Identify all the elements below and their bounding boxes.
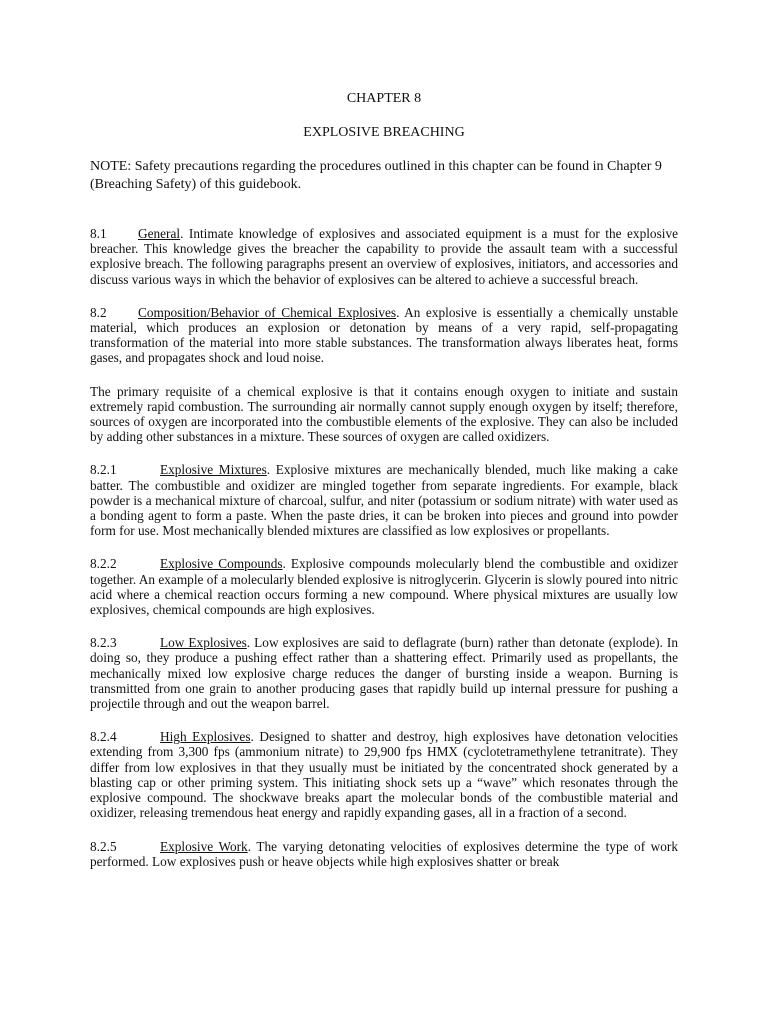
safety-note: NOTE: Safety precautions regarding the procedures outlined in this chapter can be found in Chapter 9 (Breaching Safety) of this guidebook. xyxy=(90,159,662,192)
section-8-1 xyxy=(90,226,678,287)
section-text: . Explosive mixtures are mechanically blended, much like making a cake batter. The combustible and oxidizer are mingled together from separate ingredients. For example, black powder is a mechanical mixture of charcoal, sulfur, and niter (potassium or sodium nitrate) with water used as a bonding agent to form a paste. When the paste dries, it can be broken into pieces and ground into powder form for use. Most mechanically blended mixtures are classified as low explosives or propellants. xyxy=(90,462,678,539)
section-text: The primary requisite of a chemical explosive is that it contains enough oxygen to initiate and sustain extremely rapid combustion. The surrounding air normally cannot supply enough oxygen by itself; therefore, sources of oxygen are incorporated into the combustible elements of the explosive. They can also be included by adding other substances in a mixture. These sources of oxygen are called oxidizers. xyxy=(90,383,678,445)
section-text: . Intimate knowledge of explosives and associated equipment is a must for the explosive breacher. This knowledge gives the breacher the capability to provide the assault team with a successful explosive breach. The following paragraphs present an overview of explosives, initiators, and accessories and discuss various ways in which the behavior of explosives can be altered to achieve a successful breach. xyxy=(90,226,678,287)
section-8-2-2 xyxy=(90,556,678,617)
chapter-title: EXPLOSIVE BREACHING xyxy=(303,125,465,140)
section-8-2-1 xyxy=(90,462,678,538)
section-text: . Explosive compounds molecularly blend the combustible and oxidizer together. An example of a molecularly blended explosive is nitroglycerin. Glycerin is slowly poured into nitric acid where a chemical reaction occurs forming a new compound. Where physical mixtures are usually low explosives, chemical compounds are high explosives. xyxy=(90,556,678,618)
chapter-number: CHAPTER 8 xyxy=(346,91,422,106)
section-number: 8.2.1 xyxy=(90,462,117,478)
section-8-2-3 xyxy=(90,635,678,711)
section-heading: Explosive Compounds xyxy=(160,556,283,572)
section-heading: General xyxy=(138,226,181,241)
section-heading: Explosive Work xyxy=(160,838,248,854)
section-text: . Designed to shatter and destroy, high explosives have detonation velocities extending from 3,300 fps (ammonium nitrate) to 29,900 fps HMX (cyclotetramethylene tetranitrate). They differ from low explosives in that they usually must be initiated by the concentrated shock generated by a blasting cap or other priming system. This initiating shock sets up a “wave” which resonates through the explosive compound. The shockwave breaks apart the molecular bonds of the combustible material and oxidizer, releasing tremendous heat energy and rapidly expanding gases, all in a fraction of a second. xyxy=(90,729,678,821)
section-8-2-5 xyxy=(90,839,678,869)
section-text: . An explosive is essentially a chemically unstable material, which produces an explosion or detonation by means of a very rapid, self-propagating transformation of the material into more stable substances. The transformation always liberates heat, forms gases, and propagates shock and loud noise. xyxy=(90,304,678,366)
section-heading: High Explosives xyxy=(160,729,251,745)
section-number: 8.2 xyxy=(90,304,107,320)
section-number: 8.2.3 xyxy=(90,635,117,651)
section-number: 8.2.2 xyxy=(90,556,117,572)
section-8-2 xyxy=(90,305,678,366)
section-heading: Explosive Mixtures xyxy=(160,462,267,478)
section-number: 8.2.4 xyxy=(90,729,117,745)
section-8-2-4 xyxy=(90,729,678,820)
section-number: 8.2.5 xyxy=(90,838,117,854)
section-heading: Composition/Behavior of Chemical Explosives xyxy=(138,304,397,320)
paragraph-oxidizers xyxy=(90,384,678,445)
document-page xyxy=(90,90,678,869)
section-text: . The varying detonating velocities of explosives determine the type of work performed. Low explosives push or heave objects while high explosives shatter or break xyxy=(90,838,678,869)
section-heading: Low Explosives xyxy=(160,635,247,651)
section-text: . Low explosives are said to deflagrate (burn) rather than detonate (explode). In doing so, they produce a pushing effect rather than a shattering effect. Primarily used as propellants, the mechanically mixed low explosive charge reduces the danger of bursting inside a weapon. Burning is transmitted from one grain to another producing gases that rapidly build up internal pressure for pushing a projectile through and out the weapon barrel. xyxy=(90,635,678,712)
section-number: 8.1 xyxy=(90,226,107,241)
